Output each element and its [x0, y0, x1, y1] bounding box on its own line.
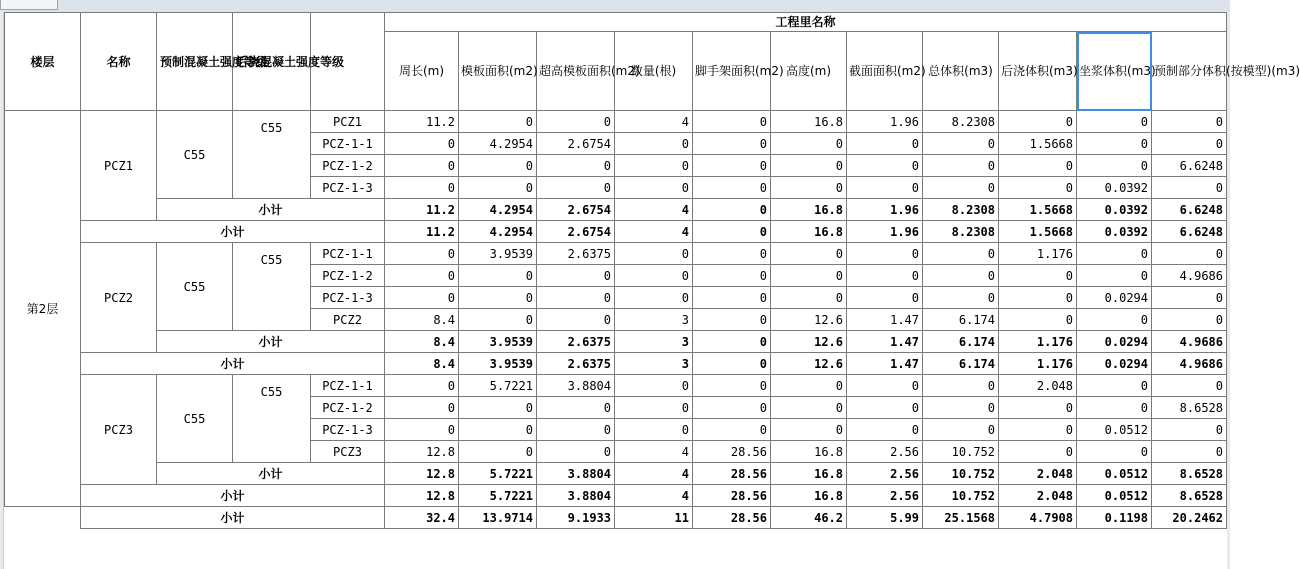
- value-cell[interactable]: 16.8: [771, 441, 847, 463]
- subtotal-value-cell[interactable]: 28.56: [693, 463, 771, 485]
- value-cell[interactable]: 0: [923, 287, 999, 309]
- subtotal-value-cell[interactable]: 1.47: [847, 331, 923, 353]
- column-header-3[interactable]: 数量(根): [615, 32, 693, 111]
- value-cell[interactable]: 0: [615, 375, 693, 397]
- value-cell[interactable]: 0.0512: [1077, 419, 1152, 441]
- value-cell[interactable]: 0: [693, 243, 771, 265]
- header-group-title: 工程里名称: [385, 13, 1227, 32]
- value-cell[interactable]: 0: [999, 419, 1077, 441]
- value-cell[interactable]: 0: [693, 177, 771, 199]
- value-cell[interactable]: 0: [537, 309, 615, 331]
- value-cell[interactable]: 0: [923, 177, 999, 199]
- group-total-value-cell[interactable]: 1.5668: [999, 221, 1077, 243]
- grand-total-value-cell[interactable]: 25.1568: [923, 507, 999, 529]
- value-cell[interactable]: 0: [459, 287, 537, 309]
- value-cell[interactable]: 3.8804: [537, 375, 615, 397]
- group-total-value-cell[interactable]: 0: [693, 353, 771, 375]
- value-cell[interactable]: 1.96: [847, 111, 923, 133]
- value-cell[interactable]: 0: [1152, 243, 1227, 265]
- value-cell[interactable]: 0: [693, 375, 771, 397]
- header-floor: 楼层: [5, 13, 81, 111]
- column-header-6[interactable]: 截面面积(m2): [847, 32, 923, 111]
- component-name-cell[interactable]: PCZ-1-2: [311, 265, 385, 287]
- value-cell[interactable]: 0: [923, 265, 999, 287]
- value-cell[interactable]: 8.4: [385, 309, 459, 331]
- grand-total-value-cell[interactable]: 4.7908: [999, 507, 1077, 529]
- value-cell[interactable]: 0: [693, 111, 771, 133]
- grand-total-value-cell[interactable]: 11: [615, 507, 693, 529]
- value-cell[interactable]: 0: [537, 265, 615, 287]
- subtotal-value-cell[interactable]: 1.96: [847, 199, 923, 221]
- value-cell[interactable]: 0: [1077, 375, 1152, 397]
- subtotal-value-cell[interactable]: 8.2308: [923, 199, 999, 221]
- subtotal-value-cell[interactable]: 0: [693, 331, 771, 353]
- grand-total-value-cell[interactable]: 0.1198: [1077, 507, 1152, 529]
- value-cell[interactable]: 0: [847, 265, 923, 287]
- value-cell[interactable]: 0: [537, 419, 615, 441]
- value-cell[interactable]: 0: [459, 419, 537, 441]
- table-row: [5, 243, 1227, 265]
- value-cell[interactable]: 0: [385, 265, 459, 287]
- subtotal-value-cell[interactable]: 2.6754: [537, 199, 615, 221]
- value-cell[interactable]: 0: [1152, 309, 1227, 331]
- value-cell[interactable]: 0: [847, 287, 923, 309]
- subtotal-value-cell[interactable]: 12.8: [385, 463, 459, 485]
- value-cell[interactable]: 0: [999, 155, 1077, 177]
- value-cell[interactable]: 0: [537, 397, 615, 419]
- group-total-value-cell[interactable]: 8.6528: [1152, 485, 1227, 507]
- value-cell[interactable]: 0: [999, 441, 1077, 463]
- value-cell[interactable]: 8.2308: [923, 111, 999, 133]
- right-scroll-gutter: [1227, 12, 1230, 569]
- value-cell[interactable]: 1.47: [847, 309, 923, 331]
- value-cell[interactable]: 0: [537, 287, 615, 309]
- group-total-value-cell[interactable]: 0.0294: [1077, 353, 1152, 375]
- value-cell[interactable]: 0: [771, 397, 847, 419]
- value-cell[interactable]: 4: [615, 441, 693, 463]
- component-name-cell[interactable]: PCZ-1-3: [311, 419, 385, 441]
- quantity-report-table: [4, 12, 1300, 529]
- value-cell[interactable]: 0: [693, 155, 771, 177]
- value-cell[interactable]: 0: [385, 397, 459, 419]
- table-row: [5, 375, 1227, 397]
- subtotal-value-cell[interactable]: 2.048: [999, 463, 1077, 485]
- cast-grade-cell[interactable]: C55: [233, 375, 311, 463]
- subtotal-value-cell[interactable]: 0.0512: [1077, 463, 1152, 485]
- column-header-5[interactable]: 高度(m): [771, 32, 847, 111]
- group-total-row: [5, 221, 1227, 243]
- value-cell[interactable]: 2.6375: [537, 243, 615, 265]
- component-name-cell[interactable]: PCZ1: [311, 111, 385, 133]
- value-cell[interactable]: 1.5668: [999, 133, 1077, 155]
- value-cell[interactable]: 0: [615, 177, 693, 199]
- value-cell[interactable]: 0: [847, 133, 923, 155]
- value-cell[interactable]: 0: [459, 397, 537, 419]
- value-cell[interactable]: 0: [693, 287, 771, 309]
- group-total-value-cell[interactable]: 6.174: [923, 353, 999, 375]
- group-total-row: [5, 485, 1227, 507]
- value-cell[interactable]: 0: [923, 375, 999, 397]
- subtotal-value-cell[interactable]: 5.7221: [459, 463, 537, 485]
- value-cell[interactable]: 4.2954: [459, 133, 537, 155]
- group-total-value-cell[interactable]: 3: [615, 353, 693, 375]
- value-cell[interactable]: 0: [615, 133, 693, 155]
- subtotal-value-cell[interactable]: 4: [615, 463, 693, 485]
- subtotal-value-cell[interactable]: 4: [615, 199, 693, 221]
- value-cell[interactable]: 0: [999, 287, 1077, 309]
- subtotal-value-cell[interactable]: 16.8: [771, 463, 847, 485]
- table-row: [5, 111, 1227, 133]
- value-cell[interactable]: 11.2: [385, 111, 459, 133]
- value-cell[interactable]: 0: [771, 265, 847, 287]
- value-cell[interactable]: 0: [1077, 397, 1152, 419]
- value-cell[interactable]: 0: [537, 441, 615, 463]
- value-cell[interactable]: 0: [1077, 441, 1152, 463]
- value-cell[interactable]: 0: [459, 265, 537, 287]
- group-total-value-cell[interactable]: 0.0392: [1077, 221, 1152, 243]
- group-total-value-cell[interactable]: 8.2308: [923, 221, 999, 243]
- group-total-value-cell[interactable]: 28.56: [693, 485, 771, 507]
- group-total-value-cell[interactable]: 16.8: [771, 485, 847, 507]
- floor-cell[interactable]: 第2层: [5, 111, 81, 507]
- subtotal-value-cell[interactable]: 1.176: [999, 331, 1077, 353]
- value-cell[interactable]: 0: [385, 177, 459, 199]
- group-total-value-cell[interactable]: 0.0512: [1077, 485, 1152, 507]
- value-cell[interactable]: 0: [771, 177, 847, 199]
- value-cell[interactable]: 0: [385, 243, 459, 265]
- value-cell[interactable]: 0: [459, 441, 537, 463]
- subtotal-value-cell[interactable]: 1.5668: [999, 199, 1077, 221]
- column-header-10[interactable]: 预制部分体积(按模型)(m3): [1152, 32, 1227, 111]
- cast-grade-cell[interactable]: C55: [233, 243, 311, 331]
- group-total-value-cell[interactable]: 10.752: [923, 485, 999, 507]
- value-cell[interactable]: 0: [847, 155, 923, 177]
- value-cell[interactable]: 0: [615, 155, 693, 177]
- group-total-value-cell[interactable]: 1.176: [999, 353, 1077, 375]
- value-cell[interactable]: 16.8: [771, 111, 847, 133]
- column-header-4[interactable]: 脚手架面积(m2): [693, 32, 771, 111]
- value-cell[interactable]: 0: [615, 265, 693, 287]
- subtotal-value-cell[interactable]: 0.0392: [1077, 199, 1152, 221]
- value-cell[interactable]: 0: [693, 397, 771, 419]
- value-cell[interactable]: 0: [999, 309, 1077, 331]
- value-cell[interactable]: 0: [459, 111, 537, 133]
- value-cell[interactable]: 0: [999, 177, 1077, 199]
- value-cell[interactable]: 0: [771, 243, 847, 265]
- grand-total-value-cell[interactable]: 9.1933: [537, 507, 615, 529]
- value-cell[interactable]: 0: [923, 243, 999, 265]
- value-cell[interactable]: 0: [923, 419, 999, 441]
- value-cell[interactable]: 8.6528: [1152, 397, 1227, 419]
- value-cell[interactable]: 0: [999, 111, 1077, 133]
- value-cell[interactable]: 2.6754: [537, 133, 615, 155]
- value-cell[interactable]: 0: [771, 287, 847, 309]
- header-precast-grade: 预制混凝土强度等级: [157, 13, 233, 111]
- value-cell[interactable]: 0: [459, 155, 537, 177]
- group-total-value-cell[interactable]: 2.6375: [537, 353, 615, 375]
- value-cell[interactable]: 0: [999, 397, 1077, 419]
- header-row-1: [5, 13, 1227, 32]
- group-total-value-cell[interactable]: 4: [615, 221, 693, 243]
- value-cell[interactable]: 12.6: [771, 309, 847, 331]
- sheet-tab[interactable]: [0, 0, 58, 10]
- value-cell[interactable]: 0.0294: [1077, 287, 1152, 309]
- component-name-cell[interactable]: PCZ-1-1: [311, 243, 385, 265]
- value-cell[interactable]: 0: [615, 287, 693, 309]
- subtotal-value-cell[interactable]: 16.8: [771, 199, 847, 221]
- group-name-cell[interactable]: PCZ2: [81, 243, 157, 353]
- subtotal-value-cell[interactable]: 0.0294: [1077, 331, 1152, 353]
- subtotal-value-cell[interactable]: 4.2954: [459, 199, 537, 221]
- value-cell[interactable]: 2.048: [999, 375, 1077, 397]
- group-total-value-cell[interactable]: 0: [693, 221, 771, 243]
- subtotal-value-cell[interactable]: 3.8804: [537, 463, 615, 485]
- subtotal-value-cell[interactable]: 8.4: [385, 331, 459, 353]
- group-total-value-cell[interactable]: 12.6: [771, 353, 847, 375]
- value-cell[interactable]: 0: [923, 155, 999, 177]
- value-cell[interactable]: 28.56: [693, 441, 771, 463]
- group-total-value-cell[interactable]: 2.048: [999, 485, 1077, 507]
- column-header-0[interactable]: 周长(m): [385, 32, 459, 111]
- value-cell[interactable]: 0: [923, 133, 999, 155]
- component-name-cell[interactable]: PCZ2: [311, 309, 385, 331]
- value-cell[interactable]: 0: [847, 243, 923, 265]
- group-total-value-cell[interactable]: 1.47: [847, 353, 923, 375]
- group-total-value-cell[interactable]: 8.4: [385, 353, 459, 375]
- value-cell[interactable]: 0: [537, 155, 615, 177]
- value-cell[interactable]: 0: [385, 287, 459, 309]
- group-total-label: 小计: [81, 485, 385, 507]
- group-total-value-cell[interactable]: 5.7221: [459, 485, 537, 507]
- subtotal-row: [5, 463, 1227, 485]
- group-total-value-cell[interactable]: 6.6248: [1152, 221, 1227, 243]
- value-cell[interactable]: 0: [1152, 177, 1227, 199]
- value-cell[interactable]: 0: [847, 397, 923, 419]
- subtotal-value-cell[interactable]: 0: [693, 199, 771, 221]
- component-name-cell[interactable]: PCZ-1-1: [311, 133, 385, 155]
- value-cell[interactable]: 0.0392: [1077, 177, 1152, 199]
- value-cell[interactable]: 0: [1077, 309, 1152, 331]
- grand-total-value-cell[interactable]: 28.56: [693, 507, 771, 529]
- header-cast-grade: 后浇混凝土强度等级: [233, 13, 311, 111]
- group-total-value-cell[interactable]: 11.2: [385, 221, 459, 243]
- value-cell[interactable]: 0: [1077, 111, 1152, 133]
- column-header-7[interactable]: 总体积(m3): [923, 32, 999, 111]
- subtotal-label: 小计: [157, 331, 385, 353]
- value-cell[interactable]: 0: [1152, 375, 1227, 397]
- value-cell[interactable]: 0: [459, 309, 537, 331]
- value-cell[interactable]: 10.752: [923, 441, 999, 463]
- subtotal-value-cell[interactable]: 12.6: [771, 331, 847, 353]
- value-cell[interactable]: 2.56: [847, 441, 923, 463]
- value-cell[interactable]: 0: [847, 419, 923, 441]
- group-total-label: 小计: [81, 353, 385, 375]
- value-cell[interactable]: 0: [771, 419, 847, 441]
- group-name-cell[interactable]: PCZ3: [81, 375, 157, 485]
- group-total-value-cell[interactable]: 4: [615, 485, 693, 507]
- subtotal-value-cell[interactable]: 6.6248: [1152, 199, 1227, 221]
- value-cell[interactable]: 0: [847, 177, 923, 199]
- grand-total-value-cell[interactable]: 5.99: [847, 507, 923, 529]
- value-cell[interactable]: 0: [1077, 133, 1152, 155]
- column-header-2[interactable]: 超高模板面积(m2): [537, 32, 615, 111]
- component-name-cell[interactable]: PCZ3: [311, 441, 385, 463]
- value-cell[interactable]: 0: [615, 397, 693, 419]
- value-cell[interactable]: 0: [1152, 133, 1227, 155]
- subtotal-value-cell[interactable]: 10.752: [923, 463, 999, 485]
- subtotal-value-cell[interactable]: 2.6375: [537, 331, 615, 353]
- value-cell[interactable]: 4: [615, 111, 693, 133]
- cast-grade-cell[interactable]: C55: [233, 111, 311, 199]
- value-cell[interactable]: 0: [459, 177, 537, 199]
- value-cell[interactable]: 0: [693, 265, 771, 287]
- subtotal-label: 小计: [157, 463, 385, 485]
- value-cell[interactable]: 0: [1077, 155, 1152, 177]
- subtotal-value-cell[interactable]: 4.9686: [1152, 331, 1227, 353]
- column-header-9[interactable]: 坐浆体积(m3): [1077, 32, 1152, 111]
- grand-total-row: [5, 507, 1227, 529]
- group-total-value-cell[interactable]: 3.9539: [459, 353, 537, 375]
- group-total-value-cell[interactable]: 4.2954: [459, 221, 537, 243]
- precast-grade-cell[interactable]: C55: [157, 111, 233, 199]
- group-total-value-cell[interactable]: 2.6754: [537, 221, 615, 243]
- value-cell[interactable]: 3: [615, 309, 693, 331]
- value-cell[interactable]: 0: [1077, 243, 1152, 265]
- group-total-row: [5, 353, 1227, 375]
- column-header-1[interactable]: 模板面积(m2): [459, 32, 537, 111]
- component-name-cell[interactable]: PCZ-1-1: [311, 375, 385, 397]
- value-cell[interactable]: 0: [1152, 111, 1227, 133]
- value-cell[interactable]: 0: [537, 111, 615, 133]
- value-cell[interactable]: 0: [1077, 265, 1152, 287]
- value-cell[interactable]: 0: [385, 155, 459, 177]
- group-total-value-cell[interactable]: 4.9686: [1152, 353, 1227, 375]
- column-header-8[interactable]: 后浇体积(m3): [999, 32, 1077, 111]
- value-cell[interactable]: 12.8: [385, 441, 459, 463]
- group-total-value-cell[interactable]: 12.8: [385, 485, 459, 507]
- value-cell[interactable]: 0: [385, 133, 459, 155]
- subtotal-value-cell[interactable]: 11.2: [385, 199, 459, 221]
- subtotal-value-cell[interactable]: 6.174: [923, 331, 999, 353]
- value-cell[interactable]: 0: [847, 375, 923, 397]
- grand-total-value-cell[interactable]: 46.2: [771, 507, 847, 529]
- component-name-cell[interactable]: PCZ-1-3: [311, 287, 385, 309]
- value-cell[interactable]: 0: [771, 155, 847, 177]
- grand-total-value-cell[interactable]: 13.9714: [459, 507, 537, 529]
- value-cell[interactable]: 0: [385, 419, 459, 441]
- value-cell[interactable]: 0: [923, 397, 999, 419]
- subtotal-label: 小计: [157, 199, 385, 221]
- value-cell[interactable]: 0: [693, 419, 771, 441]
- value-cell[interactable]: 0: [537, 177, 615, 199]
- subtotal-value-cell[interactable]: 8.6528: [1152, 463, 1227, 485]
- component-name-cell[interactable]: PCZ-1-2: [311, 397, 385, 419]
- grand-total-floor-blank: [5, 507, 81, 529]
- value-cell[interactable]: 1.176: [999, 243, 1077, 265]
- group-total-value-cell[interactable]: 2.56: [847, 485, 923, 507]
- value-cell[interactable]: 0: [771, 375, 847, 397]
- subtotal-row: [5, 199, 1227, 221]
- component-name-cell[interactable]: PCZ-1-2: [311, 155, 385, 177]
- group-name-cell[interactable]: PCZ1: [81, 111, 157, 221]
- group-total-value-cell[interactable]: 3.8804: [537, 485, 615, 507]
- header-name: 名称: [81, 13, 157, 111]
- grand-total-value-cell[interactable]: 32.4: [385, 507, 459, 529]
- grand-total-value-cell[interactable]: 20.2462: [1152, 507, 1227, 529]
- group-total-label: 小计: [81, 221, 385, 243]
- subtotal-value-cell[interactable]: 3.9539: [459, 331, 537, 353]
- value-cell[interactable]: 6.6248: [1152, 155, 1227, 177]
- value-cell[interactable]: 0: [1152, 419, 1227, 441]
- value-cell[interactable]: 3.9539: [459, 243, 537, 265]
- value-cell[interactable]: 0: [1152, 441, 1227, 463]
- group-total-value-cell[interactable]: 16.8: [771, 221, 847, 243]
- subtotal-value-cell[interactable]: 2.56: [847, 463, 923, 485]
- value-cell[interactable]: 0: [385, 375, 459, 397]
- value-cell[interactable]: 0: [693, 133, 771, 155]
- value-cell[interactable]: 0: [615, 419, 693, 441]
- subtotal-row: [5, 331, 1227, 353]
- subtotal-value-cell[interactable]: 3: [615, 331, 693, 353]
- value-cell[interactable]: 0: [999, 265, 1077, 287]
- group-total-value-cell[interactable]: 1.96: [847, 221, 923, 243]
- value-cell[interactable]: 0: [693, 309, 771, 331]
- value-cell[interactable]: 4.9686: [1152, 265, 1227, 287]
- component-name-cell[interactable]: PCZ-1-3: [311, 177, 385, 199]
- value-cell[interactable]: 6.174: [923, 309, 999, 331]
- value-cell[interactable]: 0: [1152, 287, 1227, 309]
- precast-grade-cell[interactable]: C55: [157, 375, 233, 463]
- grand-total-label: 小计: [81, 507, 385, 529]
- value-cell[interactable]: 5.7221: [459, 375, 537, 397]
- value-cell[interactable]: 0: [771, 133, 847, 155]
- value-cell[interactable]: 0: [615, 243, 693, 265]
- precast-grade-cell[interactable]: C55: [157, 243, 233, 331]
